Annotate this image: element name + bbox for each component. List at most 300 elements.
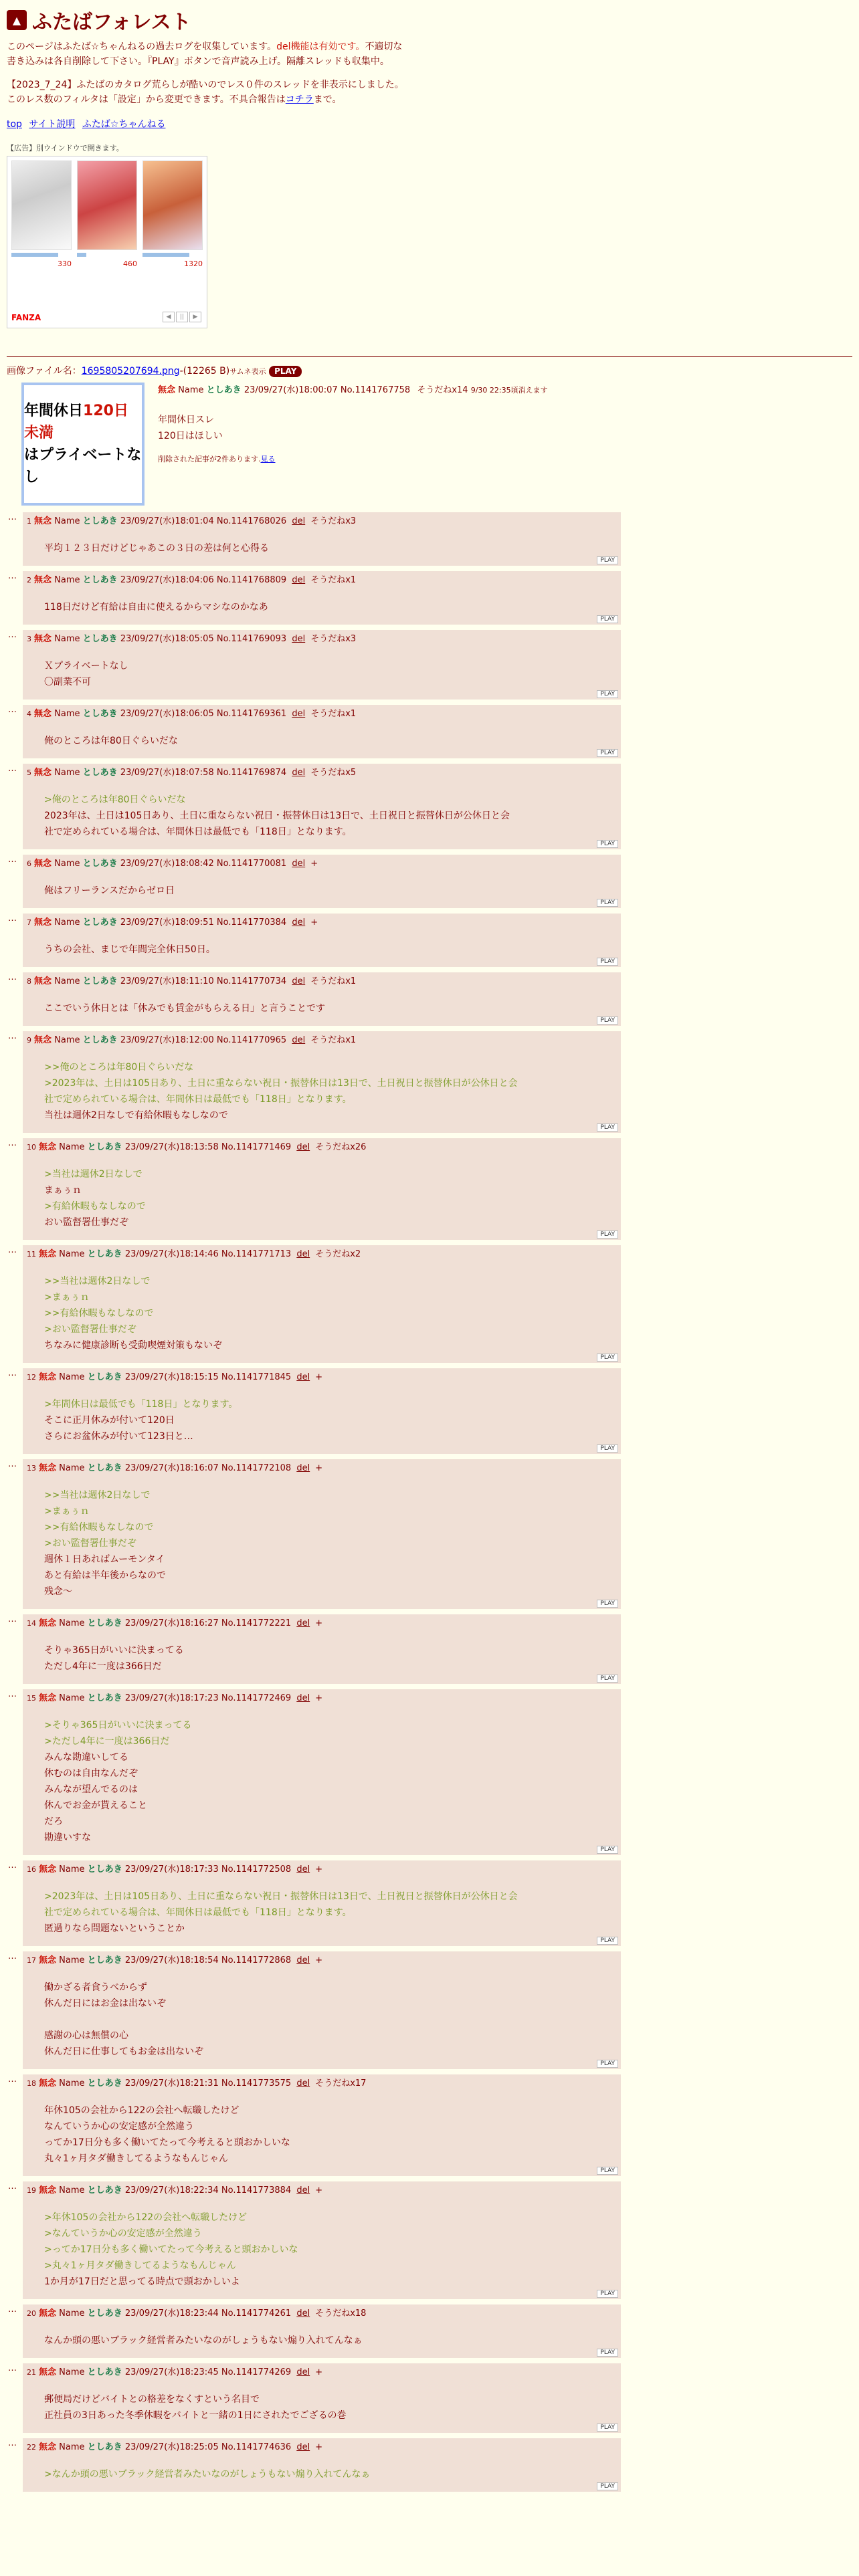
reply-date: 23/09/27(水)18:25:05 xyxy=(124,2442,219,2452)
reply-body xyxy=(44,2103,617,2167)
del-link[interactable]: del xyxy=(296,1693,310,1703)
reply-name: としあき xyxy=(87,1864,122,1874)
reply-subject: 無念 xyxy=(39,2185,57,2195)
reply-play-button[interactable]: PLAY xyxy=(597,1600,618,1608)
notice xyxy=(7,40,408,108)
del-link[interactable]: del xyxy=(292,516,306,526)
reply-meta xyxy=(27,857,617,871)
reply-play-button[interactable]: PLAY xyxy=(597,1444,618,1453)
quote-line: >>有給休暇もなしなので xyxy=(44,1307,154,1319)
notice-del-text: del機能は有効です。 xyxy=(276,41,365,52)
reply-play-button[interactable]: PLAY xyxy=(597,958,618,966)
del-link[interactable]: del xyxy=(296,1463,310,1473)
reply xyxy=(7,2074,852,2176)
reply-index: 17 xyxy=(27,1955,36,1965)
reply-name: としあき xyxy=(87,2185,122,2195)
reply-line: 郵便局だけどバイトとの格差をなくすという名目で xyxy=(44,2393,260,2405)
quote-line: >2023年は、土日は105日あり、土日に重ならない祝日・振替休日は13日で、土日祝日と振替休日が公休日と会 xyxy=(44,1891,518,1902)
del-link[interactable]: del xyxy=(296,2185,310,2195)
reply-date: 23/09/27(水)18:17:23 xyxy=(124,1693,219,1703)
reply-name-label: Name xyxy=(59,2185,85,2195)
reply-date: 23/09/27(水)18:23:44 xyxy=(124,2308,219,2319)
reply-dots: … xyxy=(8,512,17,522)
reply-box xyxy=(23,914,621,967)
reply-number[interactable]: No.1141770734 xyxy=(216,976,287,986)
sodane-button[interactable]: + xyxy=(315,1693,323,1703)
reply-line: おい監督署仕事だぞ xyxy=(44,1216,128,1228)
reply-meta xyxy=(27,1863,617,1876)
reply-line: 社で定められている場合は、年間休日は最低でも「118日」となります。 xyxy=(44,826,352,837)
ad-banner[interactable] xyxy=(7,156,207,328)
del-link[interactable]: del xyxy=(296,2367,310,2377)
reply-play-button[interactable]: PLAY xyxy=(597,1354,618,1362)
reply-index: 12 xyxy=(27,1372,36,1382)
file-link[interactable]: 1695805207694.png xyxy=(81,365,180,377)
reply-line: なんていうか心の安定感が全然違う xyxy=(44,2121,194,2132)
reply-body xyxy=(44,942,617,958)
reply-play-button[interactable]: PLAY xyxy=(597,1675,618,1683)
reply xyxy=(7,855,852,908)
reply-name: としあき xyxy=(87,1372,122,1382)
del-link[interactable]: del xyxy=(296,1249,310,1259)
reply xyxy=(7,1689,852,1855)
del-link[interactable]: del xyxy=(292,976,306,986)
nav-top-link[interactable]: top xyxy=(7,118,22,130)
del-link[interactable]: del xyxy=(296,1372,310,1382)
op-name-label: Name xyxy=(178,385,204,395)
reply-index: 20 xyxy=(27,2309,36,2318)
ad-heading: 【広告】別ウインドウで開きます。 xyxy=(7,143,124,152)
reply-meta xyxy=(27,1462,617,1475)
reply-body xyxy=(44,1396,617,1444)
sodane-button[interactable]: + xyxy=(315,1955,323,1965)
quote-line: >ってか17日分も多く働いてたって今考えると頭おかしいな xyxy=(44,2244,298,2255)
reply xyxy=(7,2438,852,2492)
del-link[interactable]: del xyxy=(292,858,306,869)
reply-box xyxy=(23,1245,621,1363)
reply-dots: … xyxy=(8,854,17,865)
reply-index: 4 xyxy=(27,709,31,718)
reply-index: 21 xyxy=(27,2367,36,2377)
thumb-line-2: はプライベートなし xyxy=(24,446,142,486)
reply-subject: 無念 xyxy=(34,1035,52,1045)
thread-thumbnail[interactable] xyxy=(21,383,145,506)
sodane-button[interactable]: そうだねx5 xyxy=(310,767,357,778)
ad-image[interactable] xyxy=(77,160,137,250)
quote-line: >おい監督署仕事だぞ xyxy=(44,1323,136,1335)
sodane-button[interactable]: そうだねx3 xyxy=(310,516,357,526)
show-deleted-link[interactable]: 見る xyxy=(260,455,276,464)
reply-number[interactable]: No.1141772508 xyxy=(221,1864,292,1874)
reply-meta xyxy=(27,766,617,780)
reply-subject: 無念 xyxy=(39,1463,57,1473)
reply-number[interactable]: No.1141770965 xyxy=(216,1035,287,1045)
reply-box xyxy=(23,1368,621,1454)
reply-body xyxy=(44,1889,617,1937)
reply-line: ここでいう休日とは「休みでも賃金がもらえる日」と言うことです xyxy=(44,1002,325,1014)
reply-date: 23/09/27(水)18:06:05 xyxy=(120,708,214,719)
deleted-text: 削除された記事が2件あります. xyxy=(158,455,261,464)
reply-play-button[interactable]: PLAY xyxy=(597,2424,618,2432)
reply-line: 週休１日あればムーモンタイ xyxy=(44,1553,165,1565)
reply-name-label: Name xyxy=(54,1035,80,1045)
thread-play-button[interactable]: PLAY xyxy=(269,366,302,377)
sodane-button[interactable]: そうだねx3 xyxy=(310,633,357,644)
reply-date: 23/09/27(水)18:05:05 xyxy=(120,633,214,644)
reply-number[interactable]: No.1141769361 xyxy=(216,708,287,719)
reply-index: 6 xyxy=(27,859,31,868)
reply-name-label: Name xyxy=(54,633,80,644)
reply-date: 23/09/27(水)18:09:51 xyxy=(120,917,214,928)
thumb-toggle[interactable]: サムネ表示 xyxy=(229,366,266,376)
reply-subject: 無念 xyxy=(39,2308,57,2319)
reply-play-button[interactable]: PLAY xyxy=(597,2167,618,2175)
reply-meta xyxy=(27,975,617,988)
del-link[interactable]: del xyxy=(292,917,306,928)
reply-line: Ｘプライベートなし xyxy=(44,660,128,671)
quote-line: >まぁぅｎ xyxy=(44,1505,90,1517)
reply xyxy=(7,705,852,758)
reply-index: 19 xyxy=(27,2185,36,2195)
sodane-button[interactable]: + xyxy=(315,2367,323,2377)
reply-date: 23/09/27(水)18:16:27 xyxy=(124,1618,219,1628)
reply-number[interactable]: No.1141773575 xyxy=(221,2078,292,2088)
reply-play-button[interactable]: PLAY xyxy=(597,2349,618,2357)
reply xyxy=(7,1614,852,1684)
reply-dots: … xyxy=(8,2181,17,2191)
reply-date: 23/09/27(水)18:16:07 xyxy=(124,1463,219,1473)
reply-number[interactable]: No.1141774636 xyxy=(221,2442,292,2452)
fanza-logo[interactable]: FANZA xyxy=(11,312,41,322)
reply-number[interactable]: No.1141772108 xyxy=(221,1463,292,1473)
reply-dots: … xyxy=(8,704,17,715)
reply-meta xyxy=(27,2366,617,2379)
reply-play-button[interactable]: PLAY xyxy=(597,1846,618,1854)
sodane-button[interactable]: + xyxy=(310,917,318,928)
reply-line: 休んでお金が貰えること xyxy=(44,1800,147,1811)
reply-date: 23/09/27(水)18:01:04 xyxy=(120,516,214,526)
reply-name: としあき xyxy=(87,2442,122,2452)
reply-date: 23/09/27(水)18:13:58 xyxy=(124,1142,219,1152)
ad-item[interactable] xyxy=(77,160,137,268)
reply-play-button[interactable]: PLAY xyxy=(597,615,618,623)
site-header xyxy=(7,5,852,35)
reply-box xyxy=(23,571,621,625)
ad-next-icon[interactable]: ▶ xyxy=(189,312,201,322)
reply-number[interactable]: No.1141768809 xyxy=(216,574,287,585)
reply xyxy=(7,1031,852,1133)
nav-about-link[interactable]: サイト説明 xyxy=(29,118,76,130)
reply-line: さらにお盆休みが付いて123日と… xyxy=(44,1430,193,1442)
reply-number[interactable]: No.1141769874 xyxy=(216,767,287,778)
reply-name-label: Name xyxy=(59,2442,85,2452)
reply-play-button[interactable]: PLAY xyxy=(597,1937,618,1945)
reply-index: 16 xyxy=(27,1864,36,1874)
reply-play-button[interactable]: PLAY xyxy=(597,1123,618,1132)
reply-number[interactable]: No.1141774269 xyxy=(221,2367,292,2377)
reply-line: 年休105の会社から122の会社へ転職したけど xyxy=(44,2105,240,2116)
reply-index: 13 xyxy=(27,1463,36,1473)
thumb-text: 年間休日 xyxy=(24,402,84,419)
sodane-button[interactable]: そうだねx1 xyxy=(310,574,357,585)
del-link[interactable]: del xyxy=(296,2308,310,2319)
reply-play-button[interactable]: PLAY xyxy=(597,1016,618,1025)
reply xyxy=(7,914,852,967)
reply-name-label: Name xyxy=(59,1618,85,1628)
reply-number[interactable]: No.1141770384 xyxy=(216,917,287,928)
reply-dots: … xyxy=(8,972,17,982)
reply-number[interactable]: No.1141772469 xyxy=(221,1693,292,1703)
reply-number[interactable]: No.1141772221 xyxy=(221,1618,292,1628)
del-link[interactable]: del xyxy=(296,1864,310,1874)
op-body xyxy=(158,413,548,445)
file-info xyxy=(7,364,852,377)
reply-line: 休んだ日に仕事してもお金は出ないぞ xyxy=(44,2046,203,2057)
quote-line: >>有給休暇もなしなので xyxy=(44,1521,154,1533)
reply-subject: 無念 xyxy=(34,633,52,644)
notice-update-text: 【2023_7_24】ふたばのカタログ荒らしが酷いのでレス０件のスレッドを非表示にしました。このレス数のフィルタは「設定」から変更できます。不具合報告は xyxy=(7,80,404,106)
reply-line: 勘違いすな xyxy=(44,1832,91,1843)
reply-number[interactable]: No.1141768026 xyxy=(216,516,287,526)
reply-line: 平均１２３日だけどじゃあこの３日の差は何と心得る xyxy=(44,542,269,554)
quote-line: >俺のところは年80日ぐらいだな xyxy=(44,794,186,805)
reply-meta xyxy=(27,708,617,721)
reply-dots: … xyxy=(8,913,17,924)
reply-date: 23/09/27(水)18:18:54 xyxy=(124,1955,219,1965)
sodane-button[interactable]: そうだねx1 xyxy=(310,976,357,986)
notice-text-2: 不適切な書き込みは各自削除して下さい。『PLAY』ボタンで音声読み上げ。隔離スレッドも収集中。 xyxy=(7,41,403,67)
op-number[interactable]: No.1141767758 xyxy=(340,385,411,395)
reply-dots: … xyxy=(8,2074,17,2084)
reply-line: みんな勘違いしてる xyxy=(44,1751,128,1763)
reply-dots: … xyxy=(8,1368,17,1378)
reply-play-button[interactable]: PLAY xyxy=(597,840,618,848)
reply-body xyxy=(44,658,617,690)
reply-meta xyxy=(27,1692,617,1705)
reply-number[interactable]: No.1141773884 xyxy=(221,2185,292,2195)
sodane-button[interactable]: + xyxy=(310,858,318,869)
quote-line: 社で定められている場合は、年間休日は最低でも「118日」となります。 xyxy=(44,1093,352,1105)
reply-number[interactable]: No.1141774261 xyxy=(221,2308,292,2319)
ad-price: 330 xyxy=(58,259,72,268)
sodane-button[interactable]: そうだねx17 xyxy=(315,2078,367,2088)
quote-line: 社で定められている場合は、年間休日は最低でも「118日」となります。 xyxy=(44,1907,352,1918)
sodane-button[interactable]: そうだねx2 xyxy=(315,1249,361,1259)
reply-play-button[interactable]: PLAY xyxy=(597,749,618,757)
quote-line: >当社は週休2日なしで xyxy=(44,1168,142,1180)
reply-subject: 無念 xyxy=(34,708,52,719)
reply-body xyxy=(44,1487,617,1600)
reply-subject: 無念 xyxy=(34,976,52,986)
reply-number[interactable]: No.1141771713 xyxy=(221,1249,292,1259)
ad-bar xyxy=(142,253,189,257)
sodane-button[interactable]: + xyxy=(315,2185,323,2195)
reply xyxy=(7,571,852,625)
reply-date: 23/09/27(水)18:17:33 xyxy=(124,1864,219,1874)
quote-line: >まぁぅｎ xyxy=(44,1291,90,1303)
reply-play-button[interactable]: PLAY xyxy=(597,2482,618,2490)
ad-bar xyxy=(11,253,58,257)
reply-dots: … xyxy=(8,1951,17,1961)
ad-image[interactable] xyxy=(142,160,203,250)
reply-name-label: Name xyxy=(59,1693,85,1703)
del-link[interactable]: del xyxy=(292,1035,306,1045)
reply-meta xyxy=(27,2184,617,2197)
reply-index: 18 xyxy=(27,2078,36,2088)
reply-name-label: Name xyxy=(54,976,80,986)
reply xyxy=(7,1138,852,1240)
del-link[interactable]: del xyxy=(292,633,306,644)
del-link[interactable]: del xyxy=(296,1955,310,1965)
reply-name-label: Name xyxy=(59,1372,85,1382)
reply-date: 23/09/27(水)18:04:06 xyxy=(120,574,214,585)
reply-box xyxy=(23,1860,621,1946)
reply-number[interactable]: No.1141769093 xyxy=(216,633,287,644)
forest-logo-icon[interactable]: ▲ xyxy=(7,10,27,30)
reply-box xyxy=(23,630,621,700)
reply xyxy=(7,512,852,566)
ad-nav xyxy=(163,312,201,322)
reply-box xyxy=(23,2074,621,2176)
reply-meta xyxy=(27,2307,617,2321)
file-size: -(12265 B) xyxy=(179,365,230,377)
del-link[interactable]: del xyxy=(296,2078,310,2088)
reply-body xyxy=(44,1273,617,1354)
del-link[interactable]: del xyxy=(296,1142,310,1152)
site-title[interactable]: ふたばフォレスト xyxy=(32,11,191,34)
reply-line: そりゃ365日がいいに決まってる xyxy=(44,1644,184,1656)
ad-item[interactable] xyxy=(142,160,203,268)
reply-dots: … xyxy=(8,1138,17,1148)
reply-meta xyxy=(27,1617,617,1630)
reply-subject: 無念 xyxy=(39,2442,57,2452)
reply-box xyxy=(23,1031,621,1133)
reply-line: 残念〜 xyxy=(44,1586,72,1597)
reply-index: 5 xyxy=(27,768,31,777)
op-meta xyxy=(158,383,548,395)
thread-op xyxy=(21,383,852,506)
reply-subject: 無念 xyxy=(39,1249,57,1259)
quote-line: >おい監督署仕事だぞ xyxy=(44,1537,136,1549)
ad-item[interactable] xyxy=(11,160,72,268)
sodane-button[interactable]: + xyxy=(315,1864,323,1874)
reply-body xyxy=(44,883,617,899)
report-link[interactable]: コチラ xyxy=(285,94,314,106)
reply-meta xyxy=(27,1248,617,1261)
reply-box xyxy=(23,512,621,566)
reply-body xyxy=(44,540,617,556)
quote-line: >>当社は週休2日なしで xyxy=(44,1489,151,1501)
reply-index: 1 xyxy=(27,516,31,526)
reply-subject: 無念 xyxy=(39,2367,57,2377)
op-sodane[interactable]: そうだねx14 xyxy=(417,385,468,395)
sodane-button[interactable]: + xyxy=(315,1618,323,1628)
sodane-button[interactable]: + xyxy=(315,1463,323,1473)
reply-number[interactable]: No.1141770081 xyxy=(216,858,287,869)
del-link[interactable]: del xyxy=(292,574,306,585)
reply-index: 2 xyxy=(27,575,31,584)
quote-line: >ただし4年に一度は366日だ xyxy=(44,1735,170,1747)
reply-name-label: Name xyxy=(59,1955,85,1965)
thumb-text-red: 120日未満 xyxy=(24,402,128,441)
reply-subject: 無念 xyxy=(39,1372,57,1382)
reply-line: 休むのは自由なんだぞ xyxy=(44,1767,138,1779)
ad-image[interactable] xyxy=(11,160,72,250)
nav-futaba-link[interactable]: ふたば☆ちゃんねる xyxy=(82,118,166,130)
reply-date: 23/09/27(水)18:21:31 xyxy=(124,2078,219,2088)
del-link[interactable]: del xyxy=(292,708,306,719)
sodane-button[interactable]: + xyxy=(315,2442,323,2452)
op-line: 年間休日スレ xyxy=(158,414,214,425)
reply-line: 1か月が17日だと思ってる時点で頭おかしいよ xyxy=(44,2276,240,2287)
del-link[interactable]: del xyxy=(296,2442,310,2452)
quote-line: >>俺のところは年80日ぐらいだな xyxy=(44,1061,194,1073)
reply-number[interactable]: No.1141772868 xyxy=(221,1955,292,1965)
reply-box xyxy=(23,1614,621,1684)
reply-index: 8 xyxy=(27,976,31,986)
reply xyxy=(7,1860,852,1946)
reply-date: 23/09/27(水)18:08:42 xyxy=(120,858,214,869)
reply-name: としあき xyxy=(87,1463,122,1473)
reply-name-label: Name xyxy=(59,1864,85,1874)
ad-prev-icon[interactable]: ◀ xyxy=(163,312,175,322)
reply-name-label: Name xyxy=(59,2078,85,2088)
reply xyxy=(7,972,852,1026)
reply-play-button[interactable]: PLAY xyxy=(597,1230,618,1239)
reply-dots: … xyxy=(8,2438,17,2448)
sodane-button[interactable]: そうだねx1 xyxy=(310,1035,357,1045)
reply-subject: 無念 xyxy=(34,574,52,585)
ad-pause-icon[interactable]: || xyxy=(176,312,188,322)
reply-line: 丸々1ヶ月タダ働きしてるようなもんじゃん xyxy=(44,2153,228,2164)
reply-play-button[interactable]: PLAY xyxy=(597,556,618,564)
reply-play-button[interactable]: PLAY xyxy=(597,2290,618,2298)
reply xyxy=(7,1459,852,1609)
reply-name: としあき xyxy=(87,1618,122,1628)
reply-meta xyxy=(27,574,617,587)
reply-meta xyxy=(27,2441,617,2454)
sodane-button[interactable]: + xyxy=(315,1372,323,1382)
reply-line: なんか頭の悪いブラック経営者みたいなのがしょうもない煽り入れてんなぁ xyxy=(44,2335,363,2346)
reply-number[interactable]: No.1141771469 xyxy=(221,1142,292,1152)
reply-name: としあき xyxy=(87,2367,122,2377)
del-link[interactable]: del xyxy=(296,1618,310,1628)
reply-line: みんなが望んでるのは xyxy=(44,1784,138,1795)
reply xyxy=(7,1245,852,1363)
reply-body xyxy=(44,1059,617,1123)
reply-index: 22 xyxy=(27,2442,36,2452)
del-link[interactable]: del xyxy=(292,767,306,778)
reply-subject: 無念 xyxy=(39,1142,57,1152)
reply-play-button[interactable]: PLAY xyxy=(597,690,618,698)
reply-line: あと有給は半年後からなので xyxy=(44,1570,166,1581)
reply-name: としあき xyxy=(87,2308,122,2319)
reply-dots: … xyxy=(8,570,17,581)
reply-body xyxy=(44,733,617,749)
op-expire: 9/30 22:35頃消えます xyxy=(470,385,548,395)
divider xyxy=(7,356,852,357)
reply-play-button[interactable]: PLAY xyxy=(597,2060,618,2068)
sodane-button[interactable]: そうだねx1 xyxy=(310,708,357,719)
reply-index: 10 xyxy=(27,1142,36,1152)
sodane-button[interactable]: そうだねx18 xyxy=(315,2308,367,2319)
quote-line: >>当社は週休2日なしで xyxy=(44,1275,151,1287)
quote-line: >なんか頭の悪いブラック経営者みたいなのがしょうもない煽り入れてんなぁ xyxy=(44,2468,371,2480)
reply-play-button[interactable]: PLAY xyxy=(597,899,618,907)
reply-number[interactable]: No.1141771845 xyxy=(221,1372,292,1382)
sodane-button[interactable]: そうだねx26 xyxy=(315,1142,367,1152)
reply-name: としあき xyxy=(82,516,118,526)
